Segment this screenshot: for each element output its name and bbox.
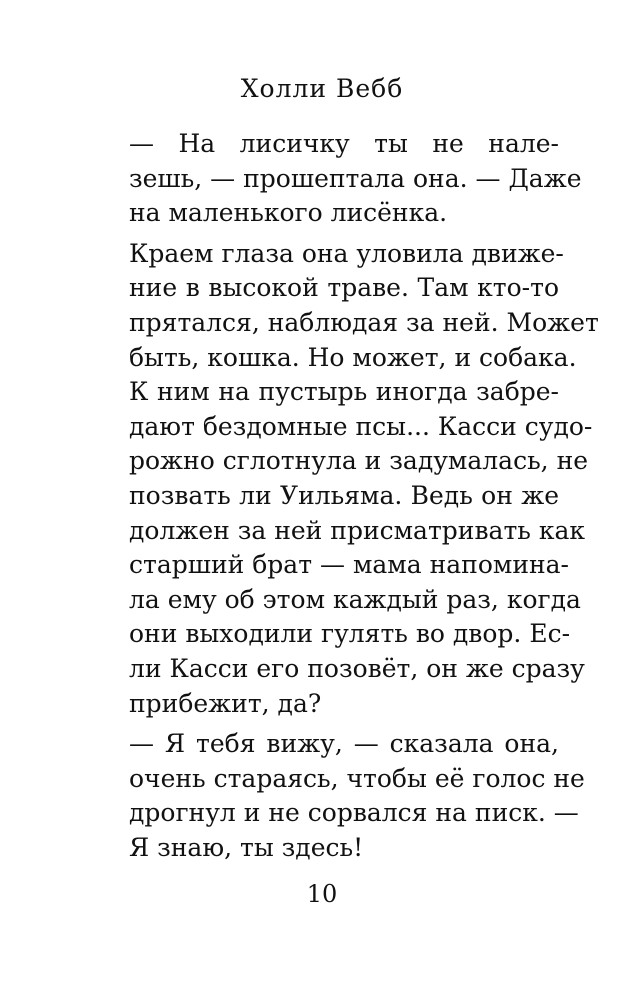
text-line: дрогнул и не сорвался на писк. — (129, 798, 579, 828)
text-line: быть, кошка. Но может, и собака. (129, 342, 577, 372)
text-line: — Я тебя вижу, — сказала она, (129, 729, 559, 759)
text-line: ние в высокой траве. Там кто-то (129, 273, 559, 303)
page-number: 10 (306, 880, 338, 908)
text-line: должен за ней присматривать как (129, 515, 585, 545)
text-line: Я знаю, ты здесь! (129, 832, 364, 862)
paragraph-2 (129, 237, 599, 721)
text-line: позвать ли Уильяма. Ведь он же (129, 480, 559, 510)
text-line: дают бездомные псы... Касси судо- (129, 411, 593, 441)
text-line: они выходили гулять во двор. Ес- (129, 619, 571, 649)
text-line: прибежит, да? (129, 688, 322, 718)
body-text (129, 127, 599, 865)
text-line: прятался, наблюдая за ней. Может (129, 307, 599, 337)
running-header: Холли Вебб (240, 74, 404, 103)
text-line: на маленького лисёнка. (129, 198, 448, 228)
text-line: рожно сглотнула и задумалась, не (129, 446, 589, 476)
text-line: Краем глаза она уловила движе- (129, 238, 564, 268)
text-line: К ним на пустырь иногда забре- (129, 377, 559, 407)
text-line: зешь, — прошептала она. — Даже (129, 163, 582, 193)
text-line: очень стараясь, чтобы её голос не (129, 763, 585, 793)
paragraph-1 (129, 127, 582, 231)
text-line: ла ему об этом каждый раз, когда (129, 584, 581, 614)
paragraph-3 (129, 727, 585, 865)
text-line: старший брат — мама напомина- (129, 550, 569, 580)
text-line: ли Касси его позовёт, он же сразу (129, 653, 585, 683)
text-line: — На лисичку ты не нале- (129, 129, 559, 158)
